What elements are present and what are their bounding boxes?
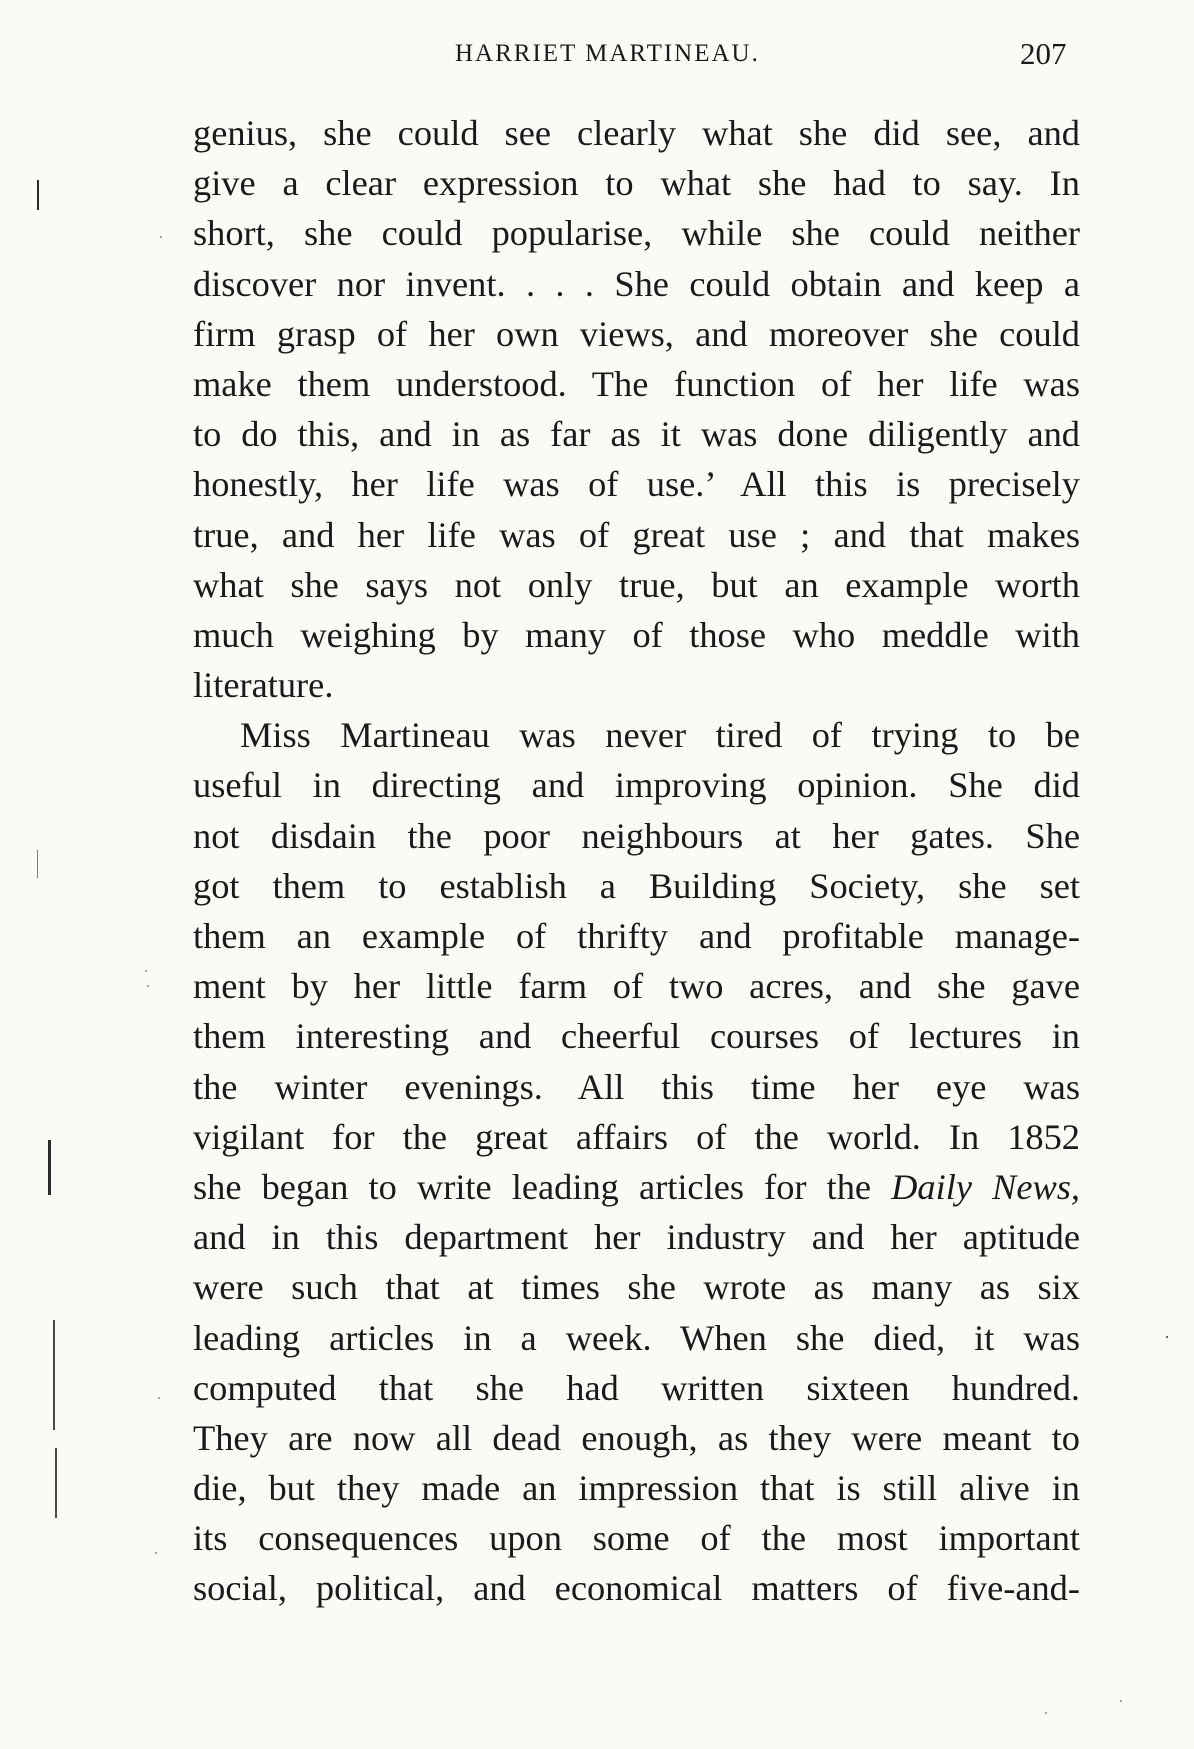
margin-scan-mark [55,1448,57,1518]
text-line: ment by her little farm of two acres, and she gave [193,966,1080,1007]
margin-scan-mark [37,850,38,878]
margin-speck [1120,1700,1122,1702]
margin-scan-mark [48,1140,51,1195]
line-text: she began to write leading articles for the [193,1166,892,1207]
text-line: were such that at times she wrote as many as six [193,1267,1080,1308]
text-line: to do this, and in as far as it was done diligently and [193,414,1080,455]
text-line: useful in directing and improving opinion. She did [193,765,1080,806]
text-line: genius, she could see clearly what she did see, and [193,113,1080,153]
newspaper-title: Daily News, [891,1166,1081,1207]
text-line: give a clear expression to what she had to say. In [193,163,1080,204]
text-line: the winter evenings. All this time her eye was [193,1066,1080,1107]
text-line: social, political, and economical matters of five-and- [193,1568,1080,1609]
margin-speck [1045,1712,1047,1714]
text-line: got them to establish a Building Society, she set [193,865,1080,906]
text-line: They are now all dead enough, as they were meant to [193,1417,1080,1458]
margin-speck [147,985,149,987]
text-line: what she says not only true, but an example worth [193,564,1080,605]
text-line: discover nor invent. . . . She could obtain and keep a [193,263,1080,304]
paragraph-1 [193,108,1080,710]
text-line: true, and her life was of great use ; and that makes [193,514,1080,555]
text-line: not disdain the poor neighbours at her gates. She [193,815,1080,856]
margin-speck [145,970,147,972]
text-line: literature. [193,665,334,706]
text-line: short, she could popularise, while she could neither [193,213,1080,254]
text-line: them an example of thrifty and profitable manage- [193,916,1080,956]
running-title: HARRIET MARTINEAU. [455,40,760,67]
text-line: die, but they made an impression that is still alive in [193,1468,1080,1509]
text-line: Miss Martineau was never tired of trying to be [240,715,1080,756]
text-line: firm grasp of her own views, and moreover she could [193,313,1080,354]
paragraph-2 [193,710,1080,1613]
text-line-with-title [193,1162,1080,1212]
margin-speck [160,236,162,238]
body-text [193,108,1080,1614]
text-line: much weighing by many of those who meddle with [193,614,1080,655]
page-number: 207 [1020,36,1067,71]
margin-speck [155,1552,157,1554]
running-head [0,36,1194,76]
text-line: vigilant for the great affairs of the world. In 1852 [193,1116,1080,1157]
text-line: make them understood. The function of her life was [193,363,1080,404]
margin-scan-mark [53,1320,55,1430]
text-line: leading articles in a week. When she died, it was [193,1317,1080,1358]
text-line: and in this department her industry and her aptitude [193,1217,1080,1258]
margin-speck [1166,1336,1168,1338]
margin-speck [158,1397,160,1399]
text-line: computed that she had written sixteen hundred. [193,1367,1080,1408]
text-line: them interesting and cheerful courses of lectures in [193,1016,1080,1057]
text-line: its consequences upon some of the most important [193,1518,1080,1559]
margin-scan-mark [37,180,39,210]
text-line: honestly, her life was of use.’ All this is precisely [193,464,1080,505]
